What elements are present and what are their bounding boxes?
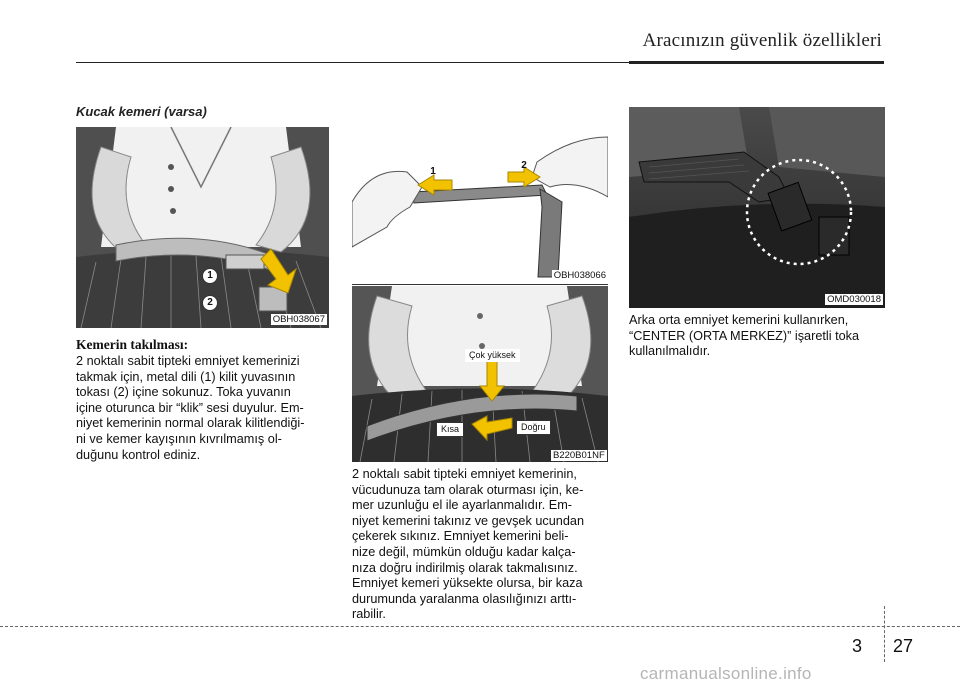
text-line: durumunda yaralanma olasılığınızı arttı-: [352, 591, 577, 606]
text-line: ni ve kemer kayışının kıvrılmamış ol-: [76, 431, 282, 446]
footer-divider: [884, 606, 885, 662]
label-too-high: Çok yüksek: [465, 349, 520, 362]
text-line: tokası (2) içine sokunuz. Toka yuvanın: [76, 385, 291, 400]
figure-divider: [352, 284, 608, 285]
text-line: mer uzunluğu el ile ayarlanmalıdır. Em-: [352, 498, 573, 513]
text-line: 2 noktalı sabit tipteki emniyet kemerinin,: [352, 467, 577, 481]
header-rule-thin: [76, 62, 629, 63]
figure-belt-adjust: [352, 107, 608, 283]
belt-position-illustration: [352, 286, 608, 462]
center-buckle-illustration: [629, 107, 885, 308]
figure-code: OBH038067: [272, 314, 325, 325]
label-correct: Doğru: [516, 420, 551, 435]
subheading-fastening: Kemerin takılması:: [76, 337, 189, 352]
header-rule-thick: [629, 61, 884, 64]
text-line: içine oturunca bir “klik” sesi duyulur. Em-: [76, 400, 304, 415]
section-heading: Kucak kemeri (varsa): [76, 104, 207, 119]
left-body-text: [76, 354, 329, 463]
callout-2: 2: [202, 295, 218, 311]
label-short: Kısa: [436, 422, 464, 437]
callout-1: 1: [202, 268, 218, 284]
text-line: nize değil, mümkün olduğu kadar kalça-: [352, 544, 576, 559]
page-number: 27: [893, 636, 914, 656]
text-line: takmak için, metal dili (1) kilit yuvasının: [76, 369, 296, 384]
callout-1: 1: [430, 166, 436, 177]
text-line: kullanılmalıdır.: [629, 344, 711, 359]
text-line: “CENTER (ORTA MERKEZ)” işaretli toka: [629, 328, 860, 343]
chapter-number: 3: [852, 636, 863, 656]
right-body-text: [629, 313, 885, 360]
text-line: niyet kemerini takınız ve gevşek ucundan: [352, 513, 585, 528]
footer-rule: [0, 626, 960, 627]
text-line: Emniyet kemeri yüksekte olursa, bir kaza: [352, 576, 583, 591]
text-line: vücudunuza tam olarak oturması için, ke-: [352, 482, 584, 497]
page-header-title: Aracınızın güvenlik özellikleri: [642, 30, 882, 51]
text-line: Arka orta emniyet kemerini kullanırken,: [629, 313, 849, 327]
text-line: niyet kemerinin normal olarak kilitlendiği-: [76, 416, 305, 431]
text-line: nıza doğru indirilmiş olarak takmalısınız.: [352, 560, 578, 575]
watermark: carmanualsonline.info: [640, 664, 812, 683]
figure-code: OBH038066: [553, 270, 606, 281]
text-line: rabilir.: [352, 607, 386, 622]
figure-center-buckle: [629, 107, 885, 308]
figure-belt-position: [352, 286, 608, 462]
figure-code: B220B01NF: [553, 450, 605, 461]
figure-lap-belt-fastening: [76, 127, 329, 328]
text-line: duğunu kontrol ediniz.: [76, 447, 201, 462]
figure-code: OMD030018: [827, 294, 881, 305]
belt-adjust-illustration: [352, 107, 608, 283]
text-line: 2 noktalı sabit tipteki emniyet kemerinizi: [76, 354, 300, 368]
text-line: çekerek sıkınız. Emniyet kemerini beli-: [352, 529, 569, 544]
callout-2: 2: [521, 160, 527, 171]
middle-body-text: [352, 467, 608, 623]
